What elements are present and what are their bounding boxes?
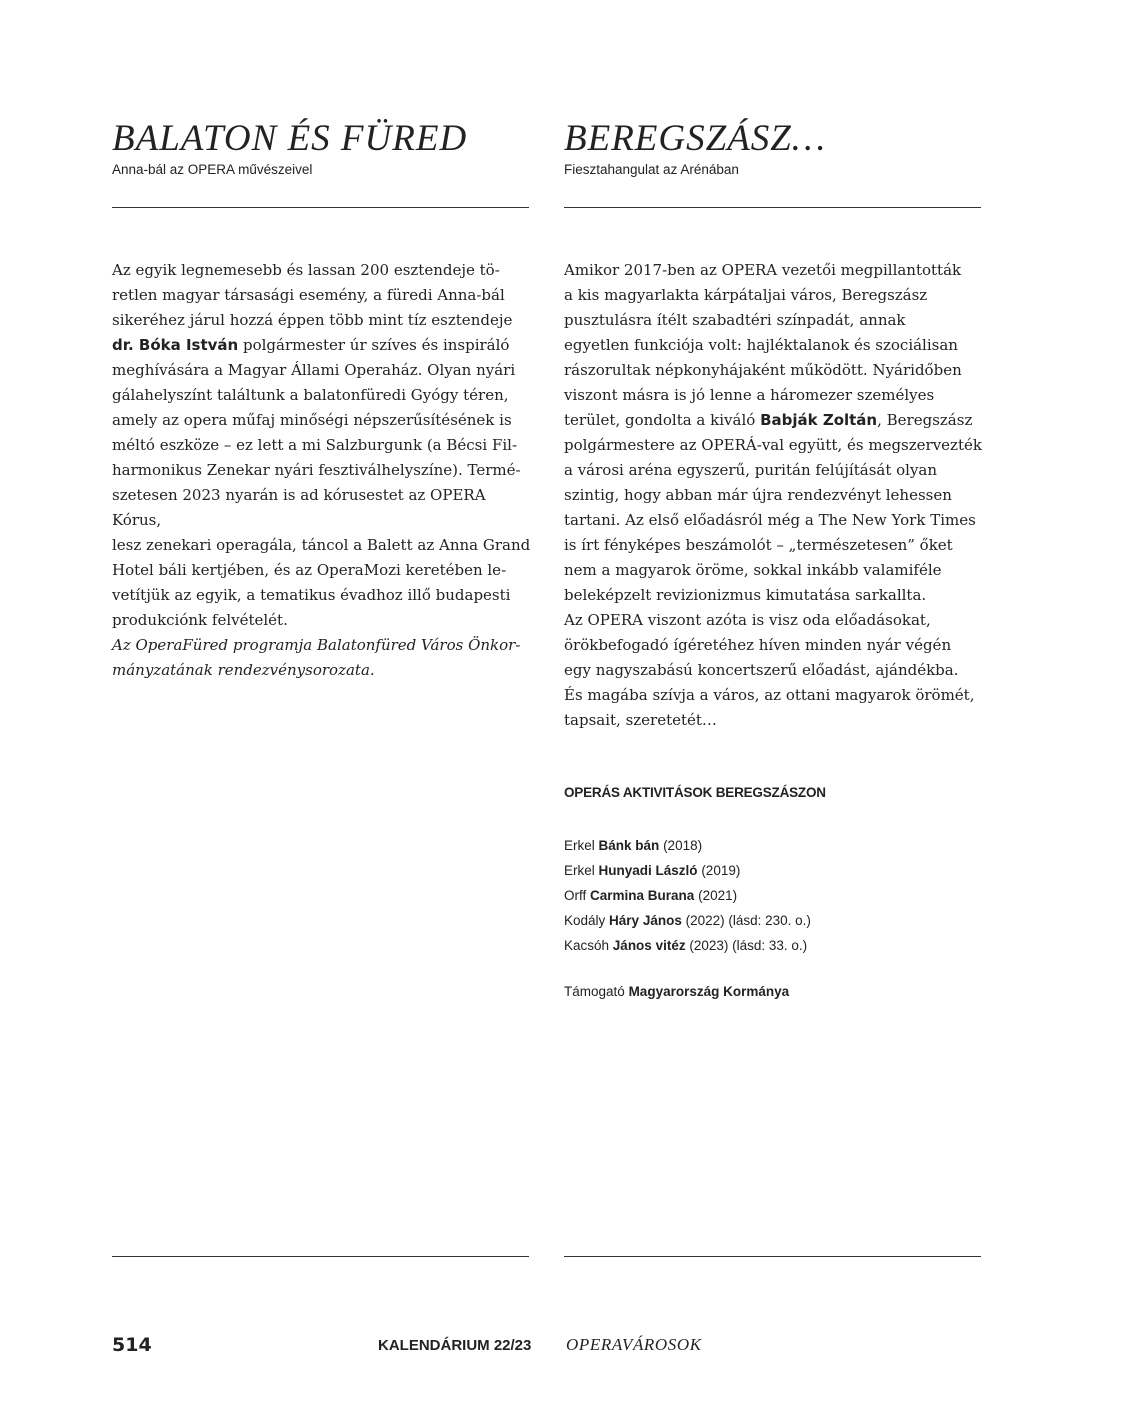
activities-heading: OPERÁS AKTIVITÁSOK BEREGSZÁSZON [564,785,826,800]
list-item [564,883,811,908]
left-subtitle: Anna-bál az OPERA művészeivel [112,162,313,177]
activity-work: Hunyadi László [598,863,698,878]
sponsor-label: Támogató [564,984,625,999]
publication-title: KALENDÁRIUM 22/23 [378,1337,532,1354]
activity-detail: (2018) [663,838,703,853]
activity-work: Bánk bán [598,838,660,853]
left-body-text [112,258,532,633]
activity-composer: Erkel [564,863,595,878]
left-body-intro: Az egyik legnemesebb és lassan 200 esztendeje tö- retlen magyar társasági esemény, a füredi Anna-bál sikeréhez járul hozzá éppen több mint tíz esztendeje [112,261,513,329]
activity-work: János vitéz [612,938,686,953]
section-title: OPERAVÁROSOK [566,1335,702,1354]
right-subtitle: Fiesztahangulat az Arénában [564,162,739,177]
page-number: 514 [112,1334,152,1356]
right-title: BEREGSZÁSZ… [564,118,826,159]
right-body-text [564,258,989,733]
left-title: BALATON ÉS FÜRED [112,118,468,159]
list-item [564,908,811,933]
activity-composer: Orff [564,888,587,903]
right-body-intro: Amikor 2017-ben az OPERA vezetői megpillantották a kis magyarlakta kárpátaljai város, Beregszász pusztulásra ítélt szabadtéri színpadát, annak egyetlen funkciója volt: hajléktalanok és szociálisan rászorultak népkonyhájaként működött. Nyáridőben viszont másra is jó lenne a háromezer személyes terület, gondolta a kiváló [564,261,962,429]
activity-work: Carmina Burana [590,888,695,903]
activity-detail: (2023) (lásd: 33. o.) [689,938,808,953]
activity-detail: (2021) [698,888,738,903]
sponsor-line [564,984,789,999]
right-body-continuation: , Beregszász polgármestere az OPERÁ-val együtt, és megszervezték a városi aréna egyszerű, puritán felújítását olyan szintig, hogy abban már újra rendezvényt lehessen tartani. Az első előadásról még a The New York Times is írt fényképes beszámolót – „természetesen” őket nem a magyarok öröme, sokkal inkább valamiféle beleképzelt revizionizmus kimutatása sarkallta. Az OPERA viszont azóta is visz oda előadásokat, örökbefogadó ígéretéhez híven minden nyár végén egy nagyszabású koncertszerű előadást, ajándékba. És magába szívja a város, az ottani magyarok örömét, tapsait, szeretetét… [564,411,982,729]
right-bottom-divider [564,1256,981,1257]
activity-composer: Erkel [564,838,595,853]
activity-detail: (2022) (lásd: 230. o.) [685,913,811,928]
list-item [564,833,811,858]
activities-list [564,833,811,958]
activity-composer: Kodály [564,913,606,928]
left-body-continuation: polgármester úr szíves és inspiráló meghívására a Magyar Állami Operaház. Olyan nyári gálahelyszínt találtunk a balatonfüredi Gyógy téren, amely az opera műfaj minőségi népszerűsítésének is méltó eszköze – ez lett a mi Salzburgunk (a Bécsi Fil- harmonikus Zenekar nyári fesztiválhelyszíne). Termé- szetesen 2023 nyarán is ad kórusestet az OPERA Kórus, lesz zenekari operagála, táncol a Balett az Anna Grand Hotel báli kertjében, és az OperaMozi keretében le- vetítjük az egyik, a tematikus évadhoz illő budapesti produkciónk felvételét. [112,336,531,629]
left-program-note: Az OperaFüred programja Balatonfüred Város Önkor- mányzatának rendezvénysorozata. [112,636,521,679]
list-item [564,933,811,958]
left-top-divider [112,207,529,208]
left-body-person-name: dr. Bóka István [112,336,239,354]
list-item [564,858,811,883]
right-body-person-name: Babják Zoltán [760,411,878,429]
right-top-divider [564,207,981,208]
activity-composer: Kacsóh [564,938,610,953]
left-bottom-divider [112,1256,529,1257]
activity-work: Háry János [609,913,682,928]
sponsor-name: Magyarország Kormánya [628,984,790,999]
activity-detail: (2019) [701,863,741,878]
